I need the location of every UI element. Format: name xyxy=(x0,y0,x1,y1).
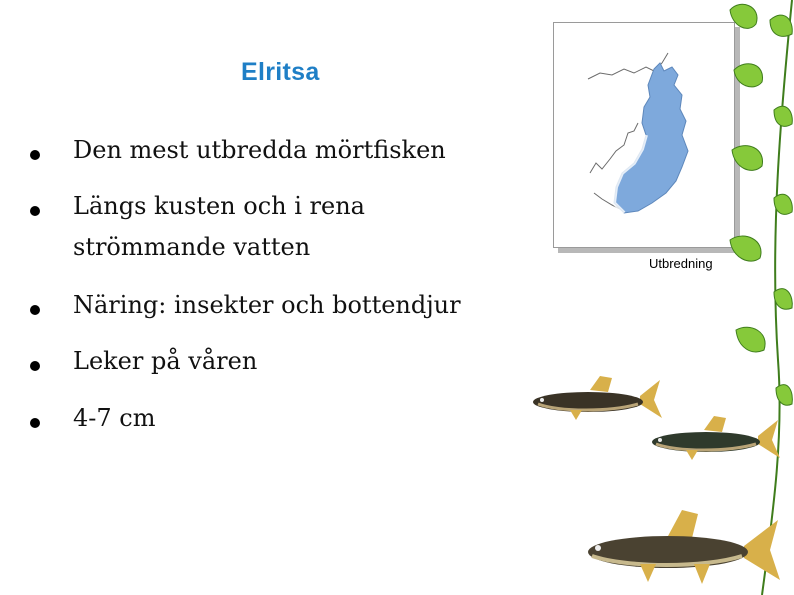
bullet-dot-icon xyxy=(30,206,40,216)
bullet-text: Näring: insekter och bottendjur xyxy=(73,291,461,319)
minnow-fish-icon xyxy=(584,506,784,592)
bullet-dot-icon xyxy=(30,305,40,315)
minnow-fish-icon xyxy=(530,372,664,426)
bullet-text: Längs kusten och i rena xyxy=(73,192,365,220)
bullet-text: Den mest utbredda mörtfisken xyxy=(73,136,446,164)
bullet-text-continuation: strömmande vatten xyxy=(73,233,311,261)
bullet-text: Leker på våren xyxy=(73,347,258,375)
bullet-text: 4-7 cm xyxy=(73,404,156,432)
bullet-dot-icon xyxy=(30,150,40,160)
slide-title: Elritsa xyxy=(241,58,320,86)
bullet-dot-icon xyxy=(30,418,40,428)
minnow-fish-icon xyxy=(650,412,784,466)
bullet-dot-icon xyxy=(30,361,40,371)
map-caption: Utbredning xyxy=(649,256,713,271)
map-area xyxy=(614,63,688,213)
